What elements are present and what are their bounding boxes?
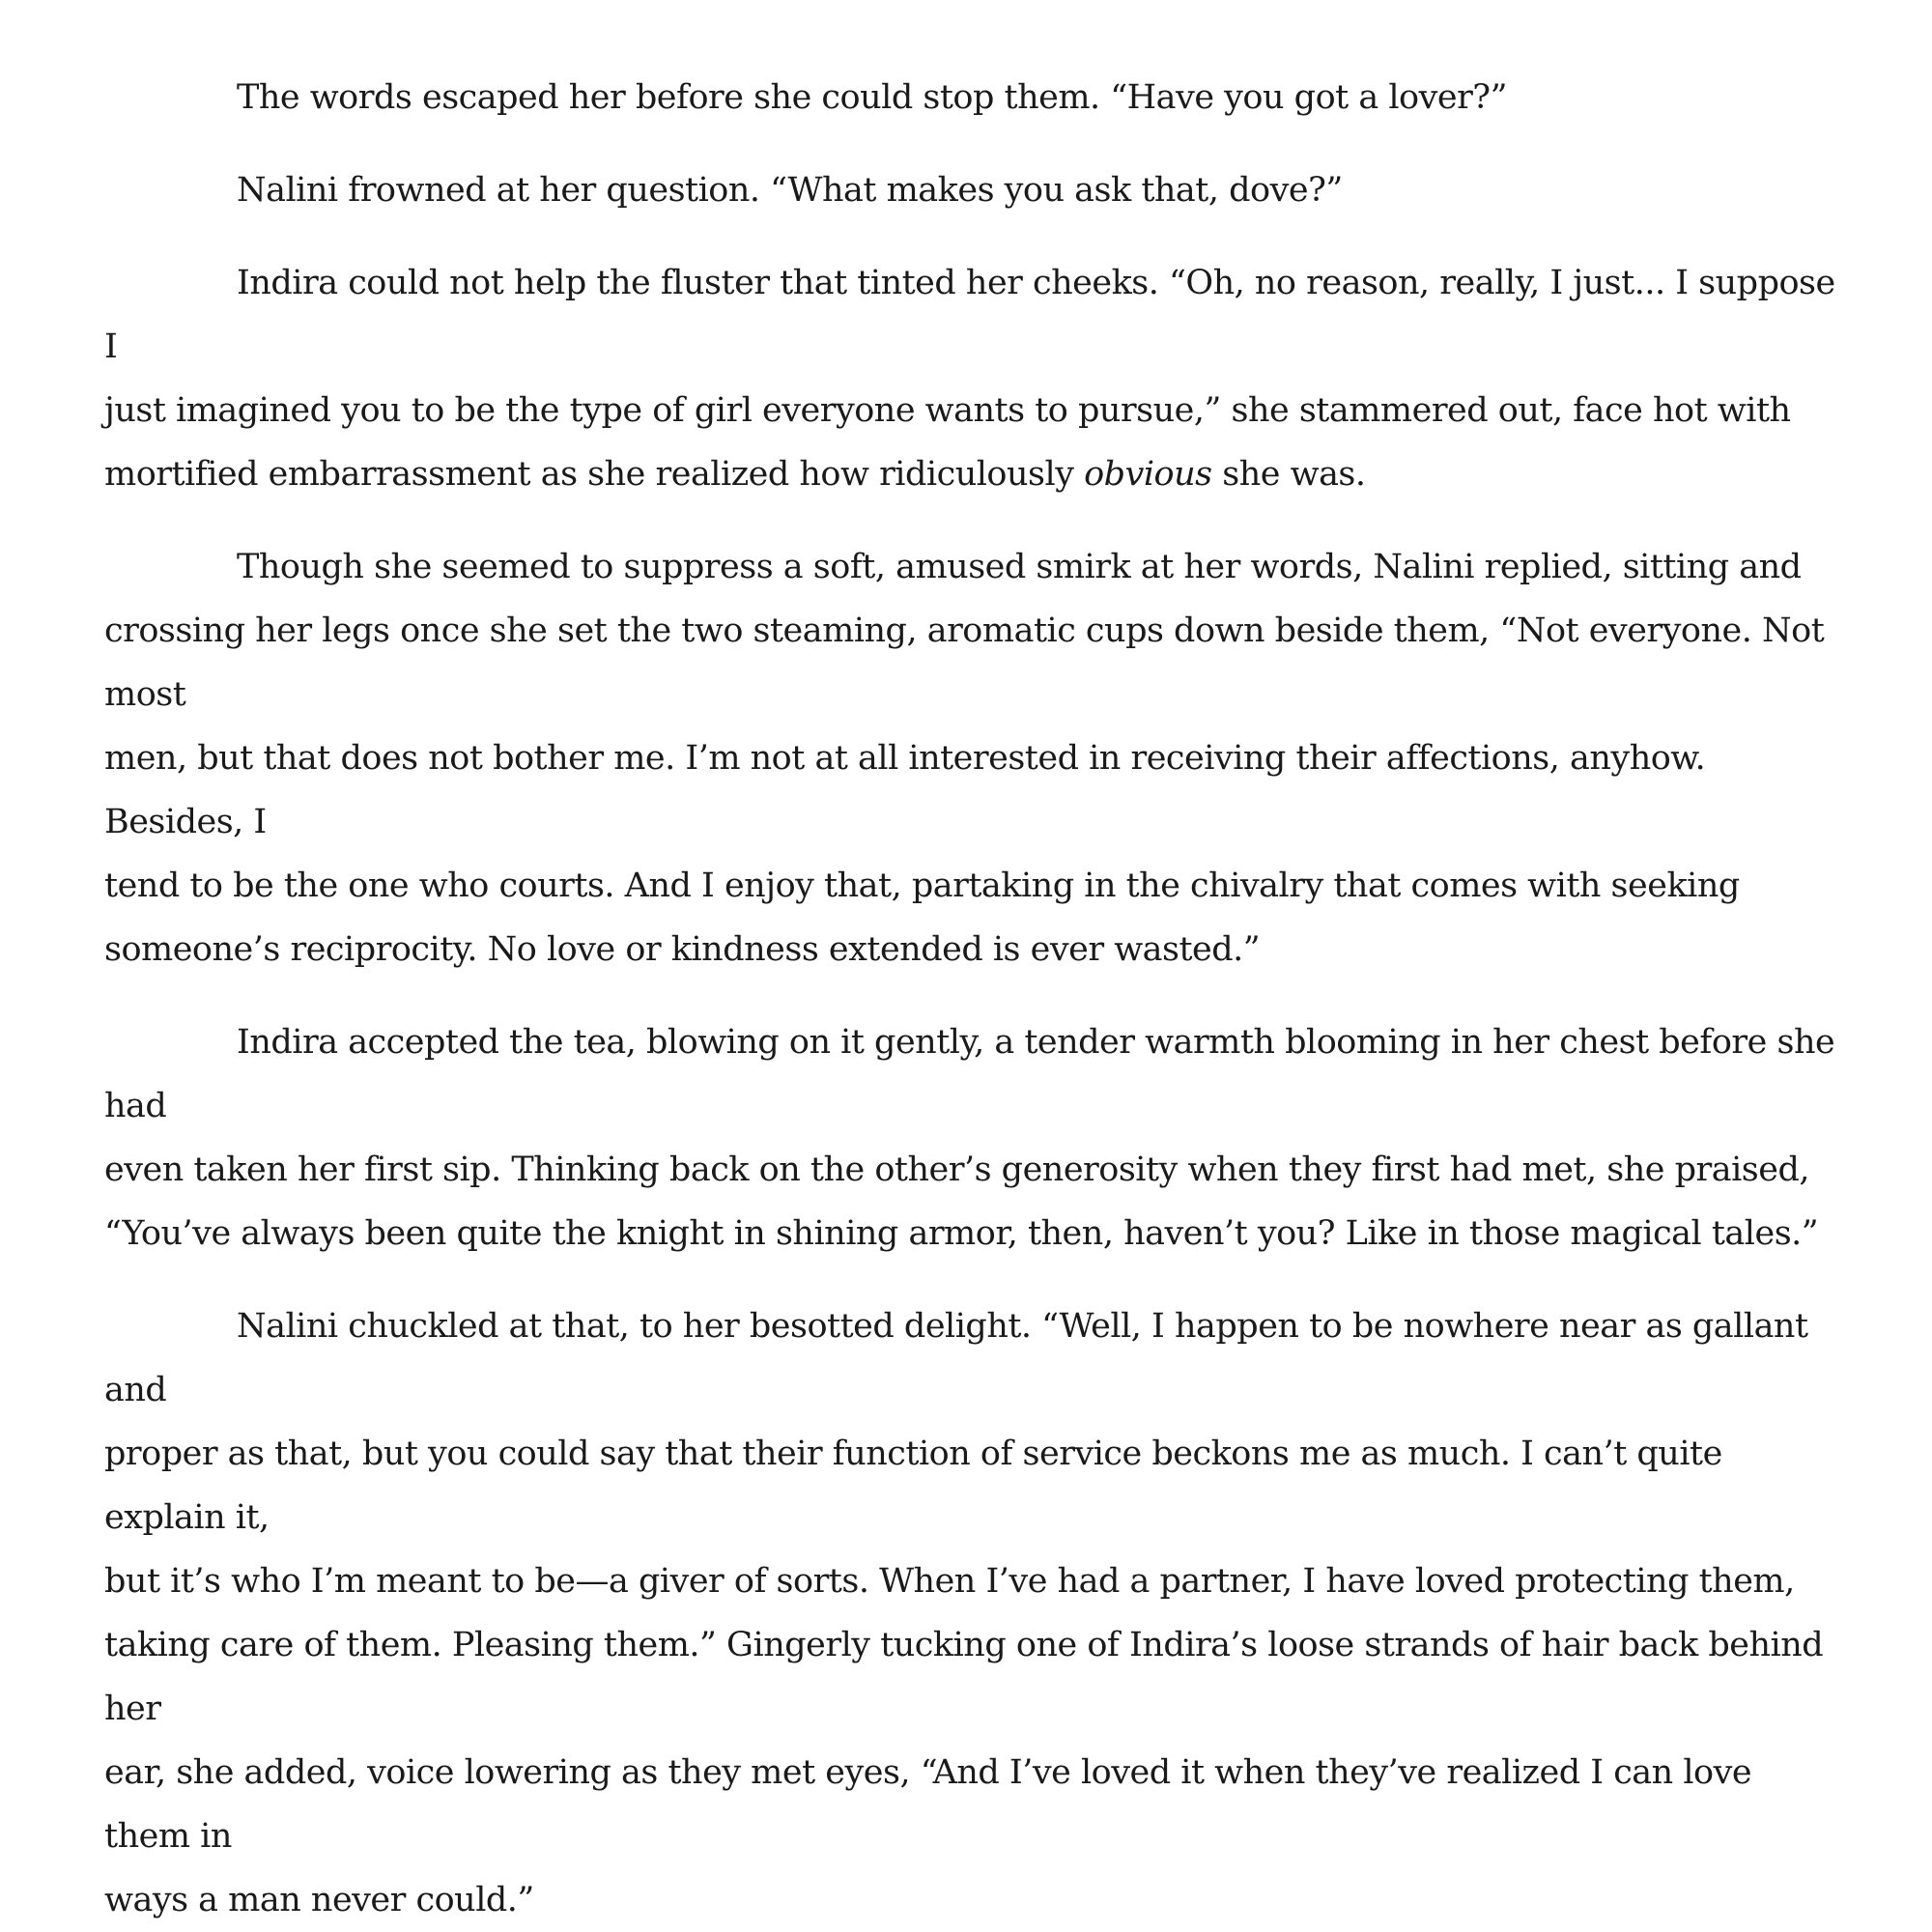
paragraph-4 [104,535,1843,981]
paragraph-line: ways a man never could.” [104,1881,534,1919]
paragraph-line: crossing her legs once she set the two steaming, aromatic cups down beside them, “Not everyone. Not most [104,611,1825,714]
paragraph-3 [104,251,1843,506]
paragraph-1 [104,66,1843,129]
story-text [104,66,1843,1932]
paragraph-line: taking care of them. Pleasing them.” Gingerly tucking one of Indira’s loose strands of hair back behind her [104,1626,1824,1728]
paragraph-line: but it’s who I’m meant to be—a giver of sorts. When I’ve had a partner, I have loved protecting them, [104,1562,1795,1601]
paragraph-line: Nalini chuckled at that, to her besotted delight. “Well, I happen to be nowhere near as gallant and [104,1307,1808,1409]
paragraph-line: Though she seemed to suppress a soft, amused smirk at her words, Nalini replied, sitting and [237,548,1802,586]
paragraph-line: Indira could not help the fluster that tinted her cheeks. “Oh, no reason, really, I just... I suppose I [104,264,1835,366]
paragraph-5 [104,1010,1843,1265]
paragraph-line: The words escaped her before she could stop them. “Have you got a lover?” [237,78,1507,117]
paragraph-line: she was. [1211,455,1366,494]
paragraph-line: someone’s reciprocity. No love or kindness extended is ever wasted.” [104,930,1261,969]
paragraph-line: Nalini frowned at her question. “What makes you ask that, dove?” [237,171,1343,210]
paragraph-line: Indira accepted the tea, blowing on it gently, a tender warmth blooming in her chest before she had [104,1023,1835,1125]
paragraph-line: men, but that does not bother me. I’m not at all interested in receiving their affections, anyhow. Besides, I [104,739,1706,841]
paragraph-line: even taken her first sip. Thinking back on the other’s generosity when they first had met, she praised, [104,1151,1809,1189]
paragraph-line: just imagined you to be the type of girl everyone wants to pursue,” she stammered out, face hot with [104,391,1791,430]
paragraph-line: proper as that, but you could say that their function of service beckons me as much. I can’t quite explain it, [104,1435,1722,1537]
emphasized-word: obvious [1084,455,1212,494]
paragraph-line: ear, she added, voice lowering as they met eyes, “And I’ve loved it when they’ve realized I can love them in [104,1753,1752,1856]
paragraph-line: mortified embarrassment as she realized how ridiculously [104,455,1085,494]
paragraph-line: “You’ve always been quite the knight in shining armor, then, haven’t you? Like in those magical tales.” [104,1214,1819,1253]
paragraph-2 [104,158,1843,222]
paragraph-line: tend to be the one who courts. And I enjoy that, partaking in the chivalry that comes with seeking [104,867,1740,905]
paragraph-6 [104,1294,1843,1932]
